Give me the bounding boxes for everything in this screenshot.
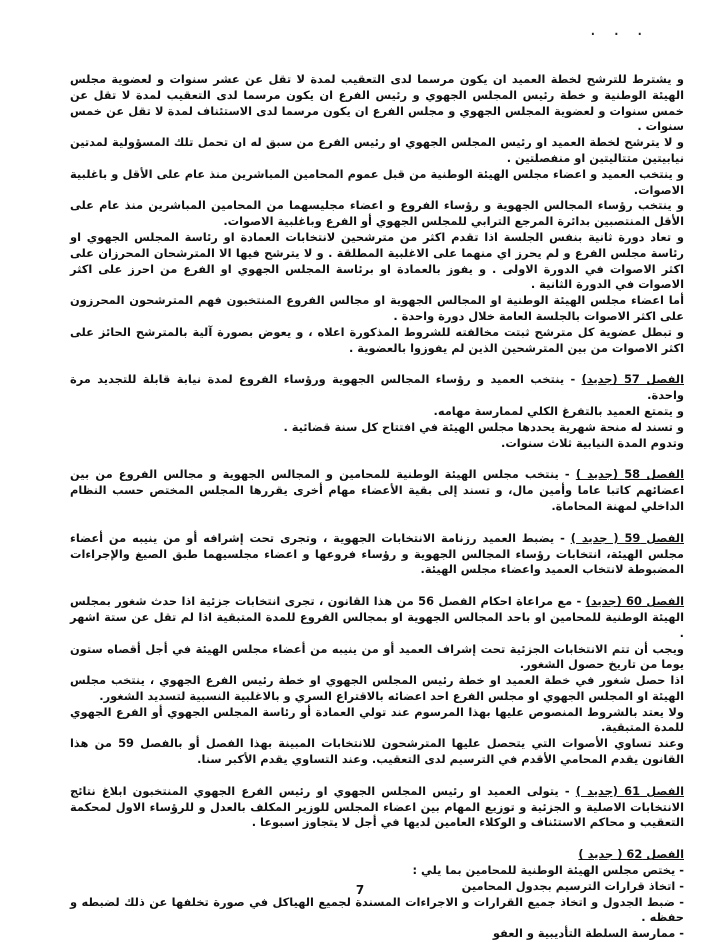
article-62-line: - ضبط الجدول و اتخاذ جميع القرارات و الاجراءات المسندة لجميع الهياكل في صورة تخلفها عن ذلك لضبطه و حفظه . — [70, 894, 684, 925]
article-62-heading: الفصل 62 ( جديد ) — [578, 847, 684, 862]
article-60-line: ولا يعتد بالشروط المنصوص عليها بهذا المرسوم عند تولي العمادة أو رئاسة المجلس الجهوي أو الفرع الجهوي للمدة المتبقية. — [70, 704, 684, 735]
article-58 — [70, 467, 684, 514]
article-62-line: - اتخاذ قرارات الترسيم بجدول المحامين — [461, 878, 684, 893]
intro-paragraph: و ينتخب رؤساء المجالس الجهوية و رؤساء الفروع و اعضاء مجليسهما من المحامين المباشرين منذ عام على الأقل المنتصبين بدائرة المرجع الترابي للمجلس الجهوي أو الفرع وباغلبية الاصوات. — [70, 198, 684, 229]
article-60-line: ويجب أن تتم الانتخابات الجزئية تحت إشراف العميد أو من ينيبه من أعضاء مجلس الهيئة في أجل أقصاه ستون يوما من تاريخ حصول الشغور. — [70, 641, 684, 672]
article-57-text: - ينتخب العميد و رؤساء المجالس الجهوية ورؤساء الفروع لمدة نيابة قابلة للتجديد مرة واحدة. — [70, 372, 684, 403]
article-60 — [70, 594, 684, 641]
article-58-heading: الفصل 58 (جديد ) — [575, 467, 684, 482]
intro-paragraph: و تعاد دورة ثانية بنفس الجلسة اذا تقدم اكثر من مترشحين لانتخابات العمادة او رئاسة المجلس الجهوي او رئاسة مجلس الفرع و لم يحرز اي منهما على الاغلبية المطلقة . و لا يترشح فيها الا المترشحان المحرزان على اكثر الاصوات في الدورة الاولى . و يفوز بالعمادة او برئاسة المجلس الجهوي او الفرع من احرز على اكثر الاصوات في الدورة الثانية . — [70, 229, 684, 292]
intro-paragraph: و يشترط للترشح لخطة العميد ان يكون مرسما لدى التعقيب لمدة لا تقل عن عشر سنوات و لعضوية مجلس الهيئة الوطنية و خطة رئيس المجلس الجهوي و رئيس الفرع ان يكون مرسما لدى التعقيب لمدة لا تقل عن خمس سنوات و لعضوية المجلس الجهوي و مجلس الفرع ان يكون مرسما لدى الاستئناف لمدة لا تقل عن خمس سنوات . — [70, 72, 684, 134]
article-57-line: وتدوم المدة النيابية ثلاث سنوات. — [501, 435, 684, 450]
article-62-line: - يختص مجلس الهيئة الوطنية للمحامين بما يلي : — [412, 863, 684, 878]
article-59-text: - يضبط العميد رزنامة الانتخابات الجهوية ، وتجرى تحت إشرافه أو من ينيبه من أعضاء مجلس الهيئة، انتخابات رؤساء المجالس الجهوية و رؤساء فروعها و اعضاء مجلسيهما طبق الصيغ والإجراءات المضبوطة لانتخاب العميد واعضاء مجلس الهيئة. — [70, 530, 684, 577]
article-60-line: اذا حصل شغور في خطة العميد او خطة رئيس المجلس الجهوي او خطة رئيس الفرع الجهوي ، ينتخب مجلس الهيئة او المجلس الجهوي او مجلس الفرع احد اعضائه بالاقتراع السري و بالاغلبية النسبية لتسديد الشغور. — [70, 673, 684, 703]
article-61 — [70, 784, 684, 831]
page-number: 7 — [355, 883, 365, 897]
article-60-line: وعند تساوي الأصوات التي يتحصل عليها المترشحون للانتخابات المبينة بهذا الفصل أو بالفصل 59 من هذا القانون يقدم المحامي الأقدم في الترسيم لدى التعقيب. وعند التساوي يقدم الأكبر سنا. — [70, 736, 685, 767]
article-59 — [70, 531, 684, 578]
intro-paragraph: و ينتخب العميد و اعضاء مجلس الهيئة الوطنية من قبل عموم المحامين المباشرين منذ عام على الأقل و باغلبية الاصوات. — [70, 166, 684, 197]
intro-paragraph: و لا يترشح لخطة العميد او رئيس المجلس الجهوي او رئيس الفرع من سبق له ان تحمل تلك المسؤولية لمدتين نيابيتين متتاليتين او منفصلتين . — [70, 135, 684, 165]
article-61-text: - يتولى العميد او رئيس المجلس الجهوي او رئيس الفرع الجهوي المنتخبون ابلاغ نتائج الانتخابات الاصلية و الجزئية و توزيع المهام بين اعضاء المجلس للوزير المكلف بالعدل و للرؤساء الاول لمحكمة التعقيب و محاكم الاستئناف و الوكلاء العامين لديها في أجل لا يتجاوز اسبوعا . — [70, 783, 684, 830]
article-62-line: - ممارسة السلطة التأديبية و العفو — [492, 926, 684, 941]
article-60-text: - مع مراعاة احكام الفصل 56 من هذا القانون ، تجرى انتخابات جزئية اذا حدث شغور بمجلس الهيئة الوطنية للمحامين او باحد المجالس الجهوية او بمجالس الفروع للمدة المتبقية اذا لم تقل عن ستة اشهر . — [70, 594, 684, 640]
intro-paragraph: أما اعضاء مجلس الهيئة الوطنية او المجالس الجهوية او مجالس الفروع المنتخبون فهم المترشحون المحرزون على اكثر الاصوات بالجلسة العامة خلال دورة واحدة . — [70, 293, 684, 323]
article-61-heading: الفصل 61 (جديد ) — [575, 783, 684, 798]
article-58-text: - ينتخب مجلس الهيئة الوطنية للمحامين و المجالس الجهوية و مجالس الفروع من بين اعضائهم كاتبا عاما وأمين مال، و تسند إلى بقية الأعضاء مهام أخرى يقررها المجلس المختص حسب النظام الداخلي لمهنة المحاماة. — [70, 467, 684, 513]
article-57-line: و تسند له منحة شهرية يحددها مجلس الهيئة في افتتاح كل سنة قضائية . — [283, 419, 684, 434]
intro-paragraph: و تبطل عضوية كل مترشح ثبتت مخالفته للشروط المذكورة اعلاه ، و يعوض بصورة آلية بالمترشح الحائز على اكثر الاصوات من بين المترشحين الذين لم يفوزوا بالعضوية . — [70, 324, 684, 355]
article-57-line: و يتمتع العميد بالتفرغ الكلي لممارسة مهامه. — [433, 403, 684, 418]
article-57 — [70, 372, 684, 404]
article-57-heading: الفصل 57 (جديد) — [581, 372, 684, 387]
article-60-heading: الفصل 60 (جديد) — [585, 594, 685, 609]
article-59-heading: الفصل 59 ( جديد ) — [570, 530, 684, 545]
corner-marks: · · · — [590, 24, 649, 45]
